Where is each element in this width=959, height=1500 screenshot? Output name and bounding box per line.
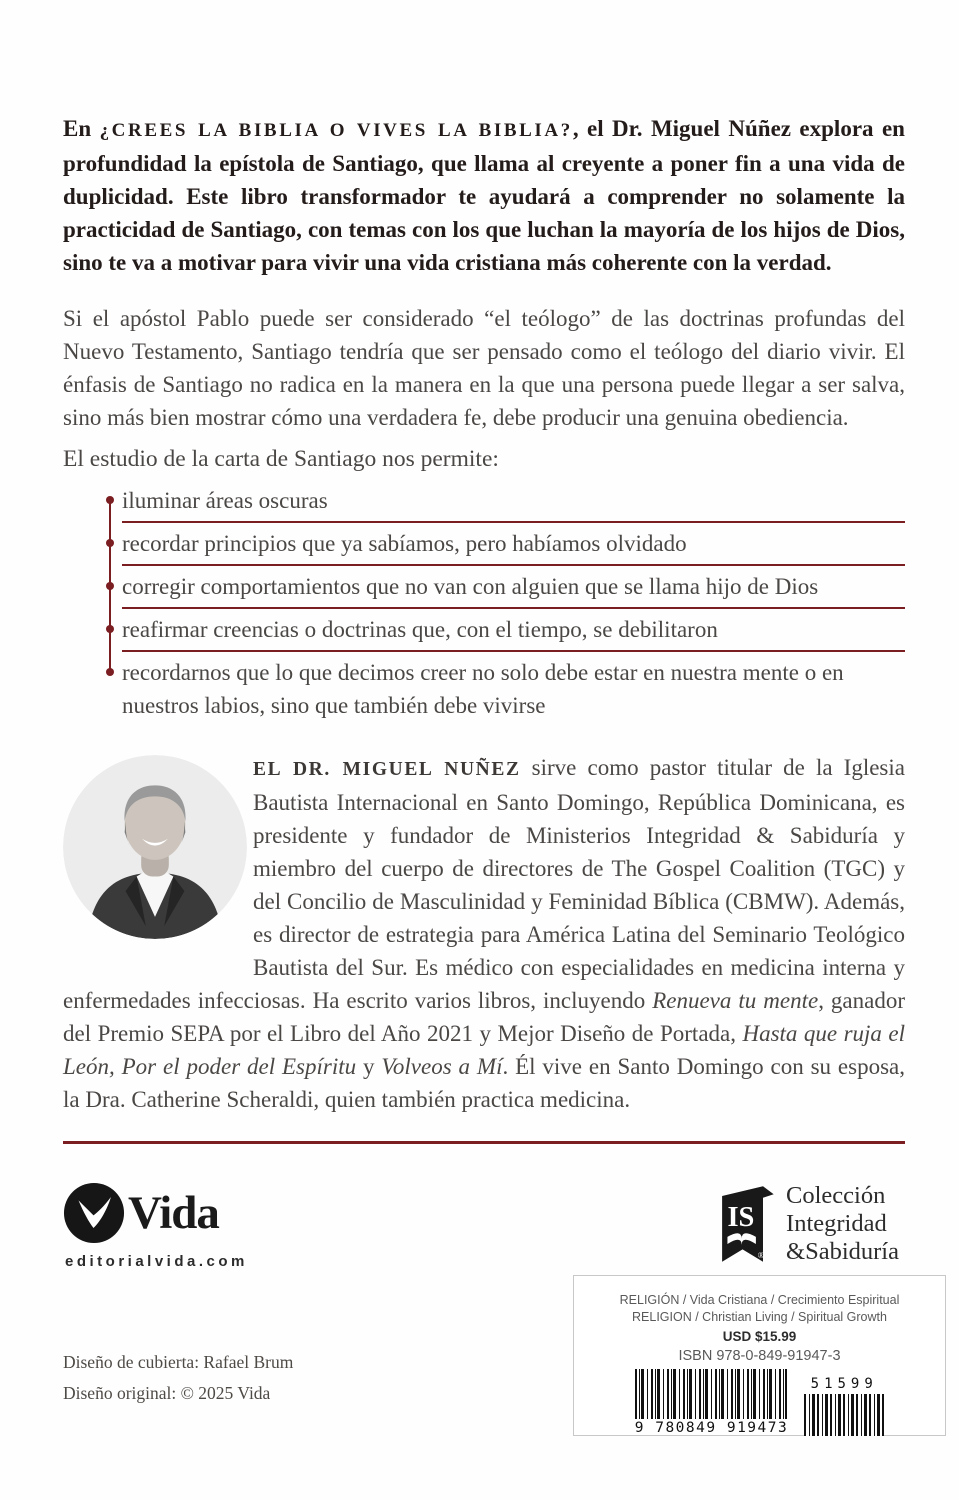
- list-item: [63, 527, 905, 560]
- book-title-italic: Hasta que ruja el León, Por el poder del Espíritu: [63, 1021, 905, 1079]
- list-item: [63, 656, 905, 722]
- coleccion-wordmark: [786, 1182, 899, 1266]
- list-item-text: corregir comportamientos que no van con alguien que se llama hijo de Dios: [122, 574, 819, 599]
- bullet-dot-icon: [106, 582, 114, 590]
- list-item-text: recordar principios que ya sabíamos, pero habíamos olvidado: [122, 531, 687, 556]
- list-item-text: reafirmar creencias o doctrinas que, con el tiempo, se debilitaron: [122, 617, 718, 642]
- coleccion-line: &Sabiduría: [786, 1238, 899, 1265]
- vida-wordmark: Vida: [128, 1187, 219, 1239]
- bullet-dot-icon: [106, 539, 114, 547]
- category-english: RELIGION / Christian Living / Spiritual Growth: [632, 1309, 887, 1324]
- coleccion-line: Integridad: [786, 1210, 887, 1237]
- intro-rest: , el Dr. Miguel Núñez explora en profundidad la epístola de Santiago, que llama al creyente a poner fin a una vida de duplicidad. Este libro transformador te ayudará a comprender no solamente la practicidad de Santiago, con temas con los que luchan la mayoría de los hijos de Dios, sino te va a motivar para vivir una vida cristiana más coherente con la verdad.: [63, 116, 905, 275]
- bullet-dot-icon: [106, 496, 114, 504]
- vida-publisher-logo: [63, 1182, 248, 1270]
- book-title-italic: Renueva tu mente: [652, 988, 819, 1013]
- copyright-credit: Diseño original: © 2025 Vida: [63, 1383, 271, 1403]
- list-separator-rule: [122, 650, 905, 652]
- book-title-smallcaps: ¿CREES LA BIBLIA O VIVES LA BIBLIA?: [99, 120, 573, 141]
- intro-paragraph: [63, 112, 905, 279]
- coleccion-line: Colección: [786, 1182, 886, 1209]
- vida-checkmark-icon: [63, 1182, 125, 1244]
- coleccion-logo: [715, 1182, 899, 1274]
- isbn-number: ISBN 978-0-849-91947-3: [678, 1348, 841, 1364]
- list-item-text: iluminar áreas oscuras: [122, 488, 328, 513]
- bio-segment: . Él vive en Santo Domingo con su esposa, la Dra. Catherine Scheraldi, quien también practica medicina.: [63, 1054, 906, 1112]
- author-portrait-illustration: [63, 755, 247, 939]
- bio-segment: , ganador del Premio SEPA por el Libro del Año 2021 y Mejor Diseño de Portada,: [63, 988, 906, 1046]
- logos-row: [63, 1182, 905, 1274]
- integridad-sabiduria-bookmark-icon: [715, 1182, 779, 1274]
- book-title-italic: Volveos a Mí: [381, 1054, 503, 1079]
- supplement-barcode-bars: [804, 1394, 884, 1436]
- list-separator-rule: [122, 521, 905, 523]
- list-intro: El estudio de la carta de Santiago nos permite:: [63, 446, 499, 472]
- bio-segment: sirve como pastor titular de la Iglesia Bautista Internacional en Santo Domingo, República Dominicana, es presidente y fundador de Ministerios Integridad & Sabiduría y miembro del cuerpo de directores de The Gospel Coalition (TGC) y del Concilio de Masculinidad y Feminidad Bíblica (CBMW). Además, es director de estrategia para América Latina del Seminario Teológico Bautista del Sur. Es médico con especialidades en medicina interna y enfermedades infecciosas. Ha escrito varios libros, incluyendo: [63, 755, 905, 1013]
- bullet-dot-icon: [106, 668, 114, 676]
- publisher-website: editorialvida.com: [65, 1253, 248, 1270]
- bio-segment: y: [356, 1054, 382, 1079]
- list-separator-rule: [122, 607, 905, 609]
- cover-design-credit: Diseño de cubierta: Rafael Brum: [63, 1352, 294, 1372]
- price: USD $15.99: [722, 1329, 797, 1344]
- svg-text:®: ®: [757, 1250, 765, 1261]
- list-separator-rule: [122, 564, 905, 566]
- supplement-barcode: [804, 1376, 884, 1436]
- intro-prefix: En: [63, 116, 100, 141]
- supplement-digits: 51599: [810, 1376, 878, 1392]
- barcode-row: [574, 1369, 945, 1436]
- ean-barcode: [635, 1369, 788, 1436]
- author-photo: [63, 755, 247, 939]
- list-item-text: recordarnos que lo que decimos creer no solo debe estar en nuestra mente o en nuestros labios, sino que también debe vivirse: [122, 660, 844, 718]
- design-credits: [63, 1347, 293, 1409]
- list-item: [63, 570, 905, 603]
- bullet-dot-icon: [106, 625, 114, 633]
- list-item: [63, 613, 905, 646]
- vida-logo-lockup: [63, 1182, 248, 1244]
- footer-divider-rule: [63, 1141, 905, 1144]
- body-paragraph: Si el apóstol Pablo puede ser considerado “el teólogo” de las doctrinas profundas del Nuevo Testamento, Santiago tendría que ser pensado como el teólogo del diario vivir. El énfasis de Santiago no radica en la manera en la que una persona puede llegar a ser salva, sino más bien mostrar cómo una verdadera fe, debe producir una genuina obediencia.: [63, 306, 905, 430]
- author-bio-section: [63, 751, 905, 1116]
- author-name-smallcaps: EL DR. MIGUEL NUÑEZ: [253, 759, 521, 780]
- benefits-list: [63, 484, 905, 722]
- list-item: [63, 484, 905, 517]
- ean-digits: 9 780849 919473: [634, 1420, 789, 1436]
- svg-text:IS: IS: [727, 1202, 755, 1234]
- barcode-panel: [573, 1275, 946, 1436]
- ean-barcode-bars: [635, 1369, 787, 1419]
- category-spanish: RELIGIÓN / Vida Cristiana / Crecimiento Espiritual: [619, 1293, 900, 1307]
